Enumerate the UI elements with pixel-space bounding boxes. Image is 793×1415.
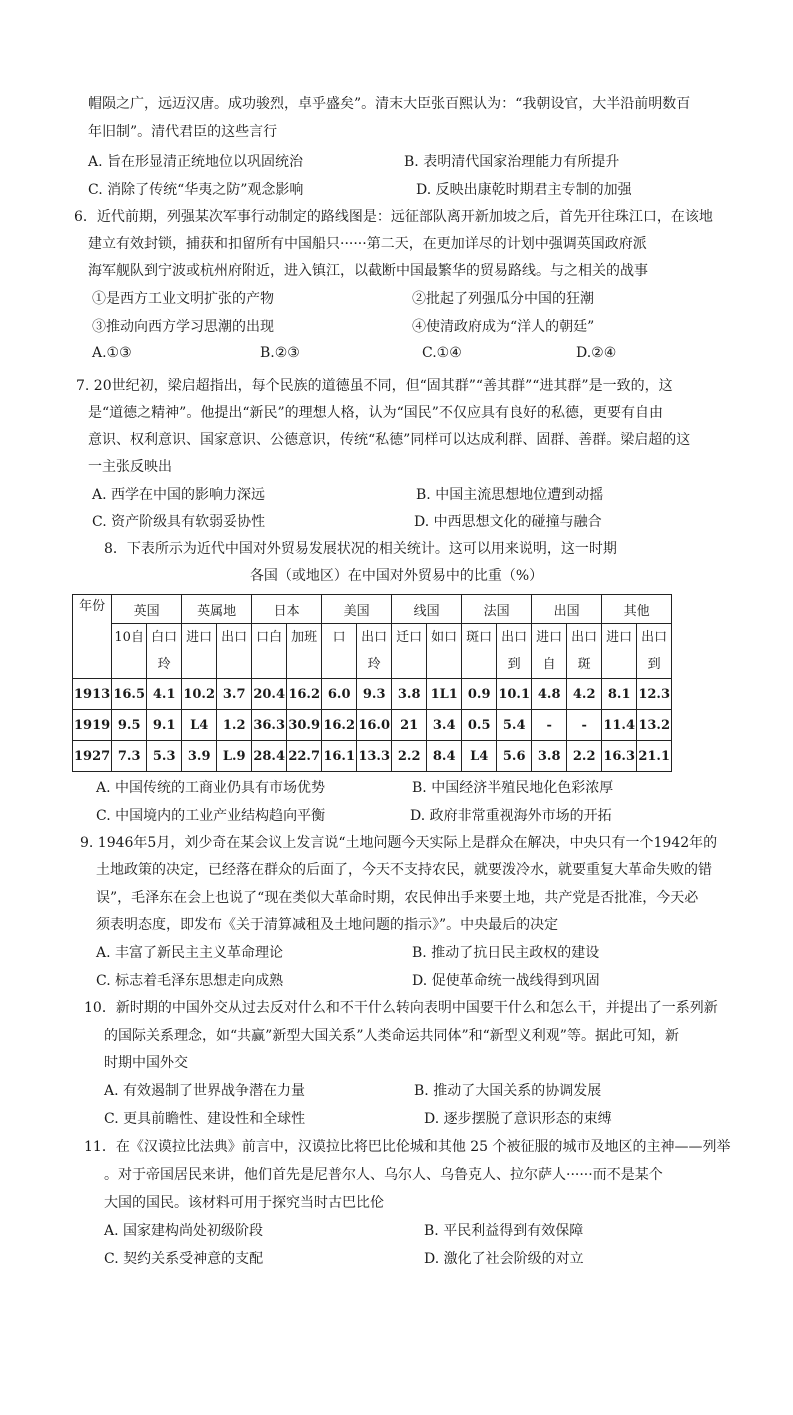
value-cell: 3.4 — [427, 710, 462, 741]
q5-stem-line-1: 帽陨之广，远迈汉唐。成功骏烈，卓乎盛矣”。清末大臣张百熙认为：“我朝设官，大半沿前明数百 — [88, 96, 691, 112]
value-cell: 10.1 — [497, 679, 532, 710]
sub-header: 出口 到 — [497, 624, 532, 679]
table-subheader-row — [73, 624, 672, 679]
q6-option-c: C.①④ — [422, 345, 462, 361]
value-cell: 30.9 — [287, 710, 322, 741]
q6-item-1: ①是西方工业文明扩张的产物 — [92, 291, 274, 307]
value-cell: - — [567, 710, 602, 741]
value-cell: 36.3 — [252, 710, 287, 741]
value-cell: 0.9 — [462, 679, 497, 710]
year-cell: 1919 — [73, 710, 112, 741]
value-cell: L4 — [462, 741, 497, 772]
value-cell: 11.4 — [602, 710, 637, 741]
group-header: 英属地 — [182, 595, 252, 624]
value-cell: 16.5 — [112, 679, 147, 710]
q9-option-c: C. 标志着毛泽东思想走向成熟 — [96, 973, 284, 989]
value-cell: - — [532, 710, 567, 741]
value-cell: 6.0 — [322, 679, 357, 710]
table-row-1927 — [73, 741, 672, 772]
q5-option-b: B. 表明清代国家治理能力有所提升 — [404, 154, 620, 170]
year-cell: 1913 — [73, 679, 112, 710]
value-cell: 20.4 — [252, 679, 287, 710]
table-row-1919 — [73, 710, 672, 741]
q8-stem: 8．下表所示为近代中国对外贸易发展状况的相关统计。这可以用来说明，这一时期 — [104, 541, 617, 557]
q7-option-c: C. 资产阶级具有软弱妥协性 — [92, 514, 266, 530]
sub-header: 如口 — [427, 624, 462, 679]
value-cell: 3.9 — [182, 741, 217, 772]
value-cell: 22.7 — [287, 741, 322, 772]
q11-stem-line-2: 。对于帝国居民来讲，他们首先是尼普尔人、乌尔人、乌鲁克人、拉尔萨人······而不是某个 — [104, 1167, 663, 1183]
sub-header: 口白 — [252, 624, 287, 679]
q7-stem-line-4: 一主张反映出 — [88, 459, 172, 475]
value-cell: 10.2 — [182, 679, 217, 710]
group-header: 美国 — [322, 595, 392, 624]
sub-header: 出口 — [217, 624, 252, 679]
q5-option-a: A. 旨在形显清正统地位以巩固统治 — [88, 154, 304, 170]
q9-stem-line-1: 9. 1946年5月，刘少奇在某会议上发言说“土地问题今天实际上是群众在解决，中央只有一个1942年的 — [80, 835, 718, 851]
group-header: 线国 — [392, 595, 462, 624]
value-cell: 1.2 — [217, 710, 252, 741]
q9-option-a: A. 丰富了新民主主义革命理论 — [96, 945, 284, 961]
q6-item-3: ③推动向西方学习思潮的出现 — [92, 319, 274, 335]
q8-option-a: A. 中国传统的工商业仍具有市场优势 — [96, 780, 326, 796]
sub-header: 进口 自 — [532, 624, 567, 679]
value-cell: 16.2 — [322, 710, 357, 741]
sub-header: 进口 — [602, 624, 637, 679]
sub-header: 出口 玲 — [357, 624, 392, 679]
sub-header: 口 — [322, 624, 357, 679]
q7-option-a: A. 西学在中国的影响力深远 — [92, 487, 266, 503]
table-row-1913 — [73, 679, 672, 710]
value-cell: 2.2 — [567, 741, 602, 772]
value-cell: 21.1 — [637, 741, 672, 772]
value-cell: 4.8 — [532, 679, 567, 710]
q11-option-d: D. 激化了社会阶级的对立 — [424, 1251, 584, 1267]
q5-stem-line-2: 年旧制”。清代君臣的这些言行 — [88, 124, 278, 140]
q6-option-b: B.②③ — [260, 345, 300, 361]
value-cell: 9.3 — [357, 679, 392, 710]
q5-option-d: D. 反映出康乾时期君主专制的加强 — [416, 182, 632, 198]
value-cell: 16.0 — [357, 710, 392, 741]
q9-option-b: B. 推动了抗日民主政权的建设 — [412, 945, 600, 961]
q8-option-b: B. 中国经济半殖民地化色彩浓厚 — [412, 780, 614, 796]
q9-stem-line-2: 土地政策的决定，已经落在群众的后面了，今天不支持农民，就要泼冷水，就要重复大革命失败的错 — [96, 862, 712, 878]
sub-header: 出口 到 — [637, 624, 672, 679]
q8-option-c: C. 中国境内的工业产业结构趋向平衡 — [96, 808, 326, 824]
q6-stem-line-3: 海军舰队到宁波或杭州府附近，进入镇江，以截断中国最繁华的贸易路线。与之相关的战事 — [88, 263, 648, 279]
trade-share-table — [72, 594, 672, 772]
value-cell: 12.3 — [637, 679, 672, 710]
q10-option-d: D. 逐步摆脱了意识形态的束缚 — [424, 1111, 612, 1127]
group-header: 出国 — [532, 595, 602, 624]
value-cell: L.9 — [217, 741, 252, 772]
value-cell: 3.8 — [392, 679, 427, 710]
q6-stem-line-1: 6．近代前期，列强某次军事行动制定的路线图是：远征部队离开新加坡之后，首先开往珠江口，在该地 — [74, 209, 713, 225]
sub-header: 10自 — [112, 624, 147, 679]
q9-stem-line-4: 须表明态度，即发布《关于清算减租及土地问题的指示》”。中央最后的决定 — [96, 917, 559, 933]
q6-option-a: A.①③ — [92, 345, 132, 361]
q9-option-d: D. 促使革命统一战线得到巩固 — [412, 973, 600, 989]
q11-option-b: B. 平民利益得到有效保障 — [424, 1223, 584, 1239]
value-cell: 16.3 — [602, 741, 637, 772]
sub-header: 迁口 — [392, 624, 427, 679]
value-cell: 2.2 — [392, 741, 427, 772]
q7-stem-line-1: 7. 20世纪初，梁启超指出，每个民族的道德虽不同，但“固其群”“善其群”“进其群”是一致的，这 — [76, 378, 673, 394]
q7-option-d: D. 中西思想文化的碰撞与融合 — [414, 514, 602, 530]
q9-stem-line-3: 误”，毛泽东在会上也说了“现在类似大革命时期，农民伸出手来要土地，共产党是否批准，今天必 — [96, 890, 699, 906]
value-cell: 5.6 — [497, 741, 532, 772]
year-cell: 1927 — [73, 741, 112, 772]
q8-option-d: D. 政府非常重视海外市场的开拓 — [410, 808, 612, 824]
value-cell: 7.3 — [112, 741, 147, 772]
sub-header: 出口 斑 — [567, 624, 602, 679]
value-cell: 28.4 — [252, 741, 287, 772]
group-header: 其他 — [602, 595, 672, 624]
q10-option-b: B. 推动了大国关系的协调发展 — [414, 1083, 602, 1099]
value-cell: 9.5 — [112, 710, 147, 741]
q11-option-a: A. 国家建构尚处初级阶段 — [104, 1223, 264, 1239]
value-cell: 16.2 — [287, 679, 322, 710]
q6-item-4: ④使清政府成为“洋人的朝廷” — [412, 319, 595, 335]
value-cell: 3.8 — [532, 741, 567, 772]
year-header: 年份 — [73, 595, 112, 679]
table-header-row — [73, 595, 672, 624]
value-cell: 4.1 — [147, 679, 182, 710]
value-cell: 9.1 — [147, 710, 182, 741]
value-cell: 0.5 — [462, 710, 497, 741]
q10-stem-line-3: 时期中国外交 — [104, 1055, 188, 1071]
group-header: 日本 — [252, 595, 322, 624]
q6-option-d: D.②④ — [576, 345, 617, 361]
value-cell: 8.1 — [602, 679, 637, 710]
value-cell: L4 — [182, 710, 217, 741]
q5-option-c: C. 消除了传统“华夷之防”观念影响 — [88, 182, 304, 198]
q7-option-b: B. 中国主流思想地位遭到动摇 — [416, 487, 604, 503]
q11-option-c: C. 契约关系受神意的支配 — [104, 1251, 264, 1267]
q11-stem-line-1: 11．在《汉谟拉比法典》前言中，汉谟拉比将巴比伦城和其他 25 个被征服的城市及地区的主神——列举 — [84, 1139, 731, 1155]
q10-stem-line-2: 的国际关系理念，如“共赢”新型大国关系”人类命运共同体”和“新型义利观”等。据此可知，新 — [104, 1028, 679, 1044]
q7-stem-line-3: 意识、权利意识、国家意识、公德意识，传统“私德”同样可以达成利群、固群、善群。梁启超的这 — [88, 432, 691, 448]
value-cell: 1L1 — [427, 679, 462, 710]
q11-stem-line-3: 大国的国民。该材料可用于探究当时古巴比伦 — [104, 1195, 384, 1211]
q10-option-c: C. 更具前瞻性、建设性和全球性 — [104, 1111, 306, 1127]
sub-header: 白口 玲 — [147, 624, 182, 679]
value-cell: 21 — [392, 710, 427, 741]
sub-header: 进口 — [182, 624, 217, 679]
value-cell: 3.7 — [217, 679, 252, 710]
q6-item-2: ②批起了列强瓜分中国的狂潮 — [412, 291, 594, 307]
value-cell: 8.4 — [427, 741, 462, 772]
q10-option-a: A. 有效遏制了世界战争潜在力量 — [104, 1083, 306, 1099]
q8-table-title: 各国（或地区）在中国对外贸易中的比重（%） — [249, 568, 544, 584]
group-header: 法国 — [462, 595, 532, 624]
group-header: 英国 — [112, 595, 182, 624]
value-cell: 4.2 — [567, 679, 602, 710]
q10-stem-line-1: 10．新时期的中国外交从过去反对什么和不干什么转向表明中国要干什么和怎么干，并提出了一系列新 — [84, 1000, 718, 1016]
value-cell: 13.2 — [637, 710, 672, 741]
value-cell: 5.4 — [497, 710, 532, 741]
sub-header: 斑口 — [462, 624, 497, 679]
sub-header: 加班 — [287, 624, 322, 679]
value-cell: 5.3 — [147, 741, 182, 772]
q6-stem-line-2: 建立有效封锁，捕获和扣留所有中国船只······第二天，在更加详尽的计划中强调英国政府派 — [88, 236, 647, 252]
value-cell: 16.1 — [322, 741, 357, 772]
value-cell: 13.3 — [357, 741, 392, 772]
q7-stem-line-2: 是“道德之精神”。他提出“新民”的理想人格，认为“国民”不仅应具有良好的私德，更要有自由 — [88, 405, 663, 421]
